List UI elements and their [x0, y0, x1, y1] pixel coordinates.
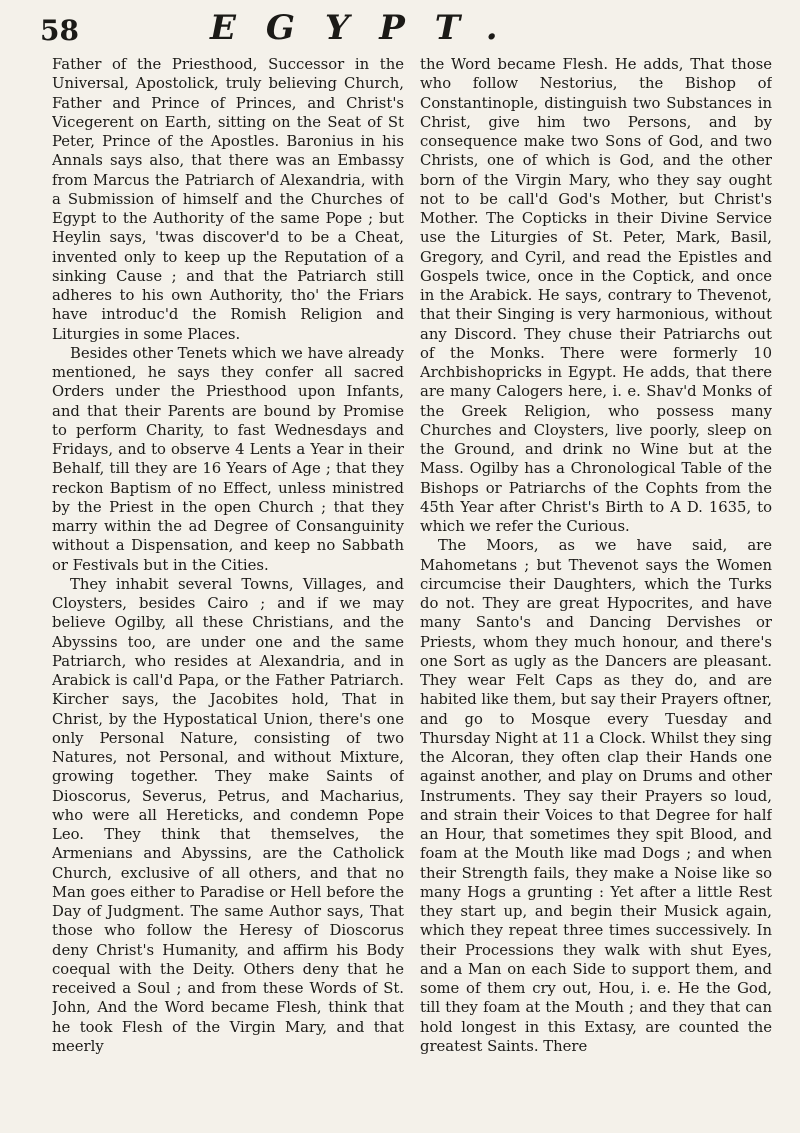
paragraph: the Word became Flesh. He adds, That those who follow Nestorius, the Bishop of Constantinople, distinguish two Substances in Christ, give him two Persons, and by consequence make two Sons of God, and two Christs, one of which is God, and the other born of the Virgin Mary, who they say ought not to be call'd God's Mother, but Christ's Mother. The Copticks in their Divine Service use the Liturgies of St. Peter, Mark, Basil, Gregory, and Cyril, and read the Epistles and Gospels twice, once in the Coptick, and once in the Arabick. He says, contrary to Thevenot, that their Singing is very harmonious, without any Discord. They chuse their Patriarchs out of the Monks. There were formerly 10 Archbishopricks in Egypt. He adds, that there are many Calogers here, i. e. Shav'd Monks of the Greek Religion, who possess many Churches and Cloysters, live poorly, sleep on the Ground, and drink no Wine but at the Mass. Ogilby has a Chronological Table of the Bishops or Patriarchs of the Cophts from the 45th Year after Christ's Birth to A D. 1635, to which we refer the Curious. — [420, 56, 772, 535]
paragraph: The Moors, as we have said, are Mahometans ; but Thevenot says the Women circumcise their Daughters, which the Turks do not. They are great Hypocrites, and have many Santo's and Dancing Dervishes or Priests, whom they much honour, and there's one Sort as ugly as the Dancers are pleasant. They wear Felt Caps as they do, and are habited like them, but say their Prayers oftner, and go to Mosque every Tuesday and Thursday Night at 11 a Clock. Whilst they sing the Alcoran, they often clap their Hands one against another, and play on Drums and other Instruments. They say their Prayers so loud, and strain their Voices to that Degree for half an Hour, that sometimes they spit Blood, and foam at the Mouth like mad Dogs ; and when their Strength fails, they make a Noise like so many Hogs a grunting : Yet after a little Rest they start up, and begin their Musick again, which they repeat three times successively. In their Processions they walk with shut Eyes, and a Man on each Side to support them, and some of them cry out, Hou, i. e. He the God, till they foam at the Mouth ; and they that can hold longest in this Extasy, are counted the greatest Saints. There — [420, 537, 772, 1055]
paragraph: Father of the Priesthood, Successor in the Universal, Apostolick, truly believing Church, Father and Prince of Princes, and Christ's Vicegerent on Earth, sitting on the Seat of St Peter, Prince of the Apostles. Baronius in his Annals says also, that there was an Embassy from Marcus the Patriarch of Alexandria, with a Submission of himself and the Churches of Egypt to the Authority of the same Pope ; but Heylin says, 'twas discover'd to be a Cheat, invented only to keep up the Reputation of a sinking Cause ; and that the Patriarch still adheres to his own Authority, tho' the Friars have introduc'd the Romish Religion and Liturgies in some Places. — [52, 56, 404, 343]
left-column — [52, 55, 404, 1115]
page-number: 58 — [40, 14, 79, 47]
right-column — [420, 55, 772, 1115]
running-head: EGYPT. — [210, 8, 528, 48]
page-header — [40, 10, 780, 54]
paragraph: They inhabit several Towns, Villages, and Cloysters, besides Cairo ; and if we may believe Ogilby, all these Christians, and the Abyssins too, are under one and the same Patriarch, who resides at Alexandria, and in Arabick is call'd Papa, or the Father Patriarch. Kircher says, the Jacobites hold, That in Christ, by the Hypostatical Union, there's one only Personal Nature, consisting of two Natures, not Personal, and without Mixture, growing together. They make Saints of Dioscorus, Severus, Petrus, and Macharius, who were all Hereticks, and condemn Pope Leo. They think that themselves, the Armenians and Abyssins, are the Catholick Church, exclusive of all others, and that no Man goes either to Paradise or Hell before the Day of Judgment. The same Author says, That those who follow the Heresy of Dioscorus deny Christ's Humanity, and affirm his Body coequal with the Deity. Others deny that he received a Soul ; and from these Words of St. John, And the Word became Flesh, think that he took Flesh of the Virgin Mary, and that meerly — [52, 575, 404, 1055]
paragraph: Besides other Tenets which we have already mentioned, he says they confer all sacred Orders under the Priesthood upon Infants, and that their Parents are bound by Promise to perform Charity, to fast Wednesdays and Fridays, and to observe 4 Lents a Year in their Behalf, till they are 16 Years of Age ; that they reckon Baptism of no Effect, unless ministred by the Priest in the open Church ; that they marry within the ad Degree of Consanguinity without a Dispensation, and keep no Sabbath or Festivals but in the Cities. — [52, 344, 404, 574]
